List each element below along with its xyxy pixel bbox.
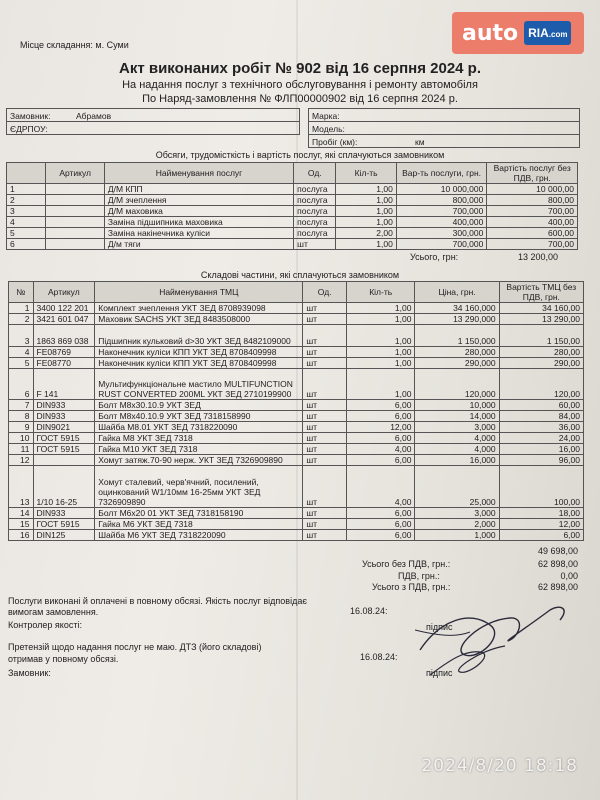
cell-article [46,239,104,250]
signature-caption-controller: підпис [426,622,453,632]
cell-total: 1 150,00 [499,325,583,347]
table-row [9,530,584,541]
cell-total: 6,00 [499,530,583,541]
cell-price: 4,000 [415,433,499,444]
cell-total: 700,00 [487,239,578,250]
cell-unit: послуга [294,184,336,195]
cell-price: 300,000 [396,228,487,239]
parts-header-total: Вартість ТМЦ без ПДВ, грн. [499,282,583,303]
cell-qty: 6,00 [346,411,415,422]
signature-caption-customer: підпис [426,668,453,678]
parts-header-num: № [9,282,34,303]
table-row [9,455,584,466]
cell-qty: 4,00 [346,466,415,508]
cell-unit: шт [303,444,347,455]
date-customer: 16.08.24: [360,652,398,662]
cell-name: Хомут сталевий, черв'ячний, посилений, оцинкований W1/10мм 16-25мм УКТ ЗЕД 7326909890 [95,466,303,508]
cell-unit: шт [303,433,347,444]
cell-name: Д/М маховика [104,206,293,217]
parts-rows [9,303,584,541]
cell-article: DIN933 [33,400,95,411]
cell-total: 12,00 [499,519,583,530]
table-row [7,195,578,206]
cell-qty: 4,00 [346,444,415,455]
cell-total: 100,00 [499,466,583,508]
table-row [9,433,584,444]
cell-num: 6 [9,369,34,400]
cell-price: 700,000 [396,239,487,250]
svc-header-unit: Од. [294,163,336,184]
cell-name: Гайка М8 УКТ ЗЕД 7318 [95,433,303,444]
cell-price: 3,000 [415,422,499,433]
cell-name: Наконечник куліси КПП УКТ ЗЕД 8708409998 [95,358,303,369]
cell-article: 3421 601 047 [33,314,95,325]
cell-name: Хомут затяж.70-90 нерж. УКТ ЗЕД 7326909890 [95,455,303,466]
cell-name: Болт М8х40.10.9 УКТ ЗЕД 7318158990 [95,411,303,422]
cell-price: 1,000 [415,530,499,541]
model-label: Модель: [309,122,376,135]
parts-header-name: Найменування ТМЦ [95,282,303,303]
cell-qty: 1,00 [346,369,415,400]
cell-num: 11 [9,444,34,455]
cell-total: 400,00 [487,217,578,228]
cell-unit: шт [303,369,347,400]
table-row [9,411,584,422]
cell-num: 5 [7,228,46,239]
cell-total: 18,00 [499,508,583,519]
customer-info-table [6,108,580,148]
cell-article: ГОСТ 5915 [33,444,95,455]
total-with-vat-value: 62 898,00 [537,582,578,592]
cell-qty: 1,00 [346,314,415,325]
cell-name: Болт М6х20 01 УКТ ЗЕД 7318158190 [95,508,303,519]
cell-article [46,195,104,206]
parts-total-value: 49 698,00 [537,546,578,556]
cell-num: 16 [9,530,34,541]
cell-qty: 6,00 [346,519,415,530]
cell-article [33,455,95,466]
cell-qty: 6,00 [346,455,415,466]
cell-qty: 1,00 [346,325,415,347]
cell-num: 15 [9,519,34,530]
table-row [9,303,584,314]
cell-num: 2 [7,195,46,206]
svc-header-total: Вартість послуг без ПДВ, грн. [487,163,578,184]
cell-num: 1 [9,303,34,314]
parts-header-qty: Кіл-ть [346,282,415,303]
watermark-auto-text: auto [462,20,519,46]
cell-name: Заміна підшипника маховика [104,217,293,228]
svc-header-qty: Кіл-ть [336,163,396,184]
cell-name: Маховик SACHS УКТ ЗЕД 8483508000 [95,314,303,325]
cell-total: 16,00 [499,444,583,455]
autoria-watermark [452,12,584,54]
document-subtitle-order: По Наряд-замовлення № ФЛП00000902 від 16 серпня 2024 р. [142,93,458,105]
cell-total: 290,00 [499,358,583,369]
cell-unit: шт [303,466,347,508]
cell-unit: шт [303,519,347,530]
cell-price: 1 150,000 [415,325,499,347]
cell-name: Д/М КПП [104,184,293,195]
cell-price: 700,000 [396,206,487,217]
cell-name: Болт М8х30.10.9 УКТ ЗЕД [95,400,303,411]
cell-num: 6 [7,239,46,250]
cell-unit: шт [303,508,347,519]
cell-unit: послуга [294,217,336,228]
cell-article: 1863 869 038 [33,325,95,347]
cell-article: DIN933 [33,411,95,422]
cell-name: Гайка М6 УКТ ЗЕД 7318 [95,519,303,530]
cell-price: 13 290,000 [415,314,499,325]
cell-article [46,206,104,217]
table-row [9,444,584,455]
cell-num: 10 [9,433,34,444]
cell-article: FE08770 [33,358,95,369]
services-total-label: Усього, грн: [410,252,459,262]
cell-price: 10,000 [415,400,499,411]
parts-header-price: Ціна, грн. [415,282,499,303]
cell-name: Шайба М8.01 УКТ ЗЕД 7318220090 [95,422,303,433]
table-row [9,314,584,325]
cell-name: Заміна накінечника куліси [104,228,293,239]
services-done-line1: Послуги виконані й оплачені в повному обсязі. Якість послуг відповідає [8,596,307,606]
services-section-title: Обсяги, трудомісткість і вартість послуг, які сплачуються замовником [155,150,445,160]
cell-num: 3 [9,325,34,347]
cell-total: 13 290,00 [499,314,583,325]
date-controller: 16.08.24: [350,606,388,616]
table-row [9,325,584,347]
cell-num: 4 [7,217,46,228]
table-row [9,422,584,433]
svc-header-name: Найменування послуг [104,163,293,184]
total-with-vat-label: Усього з ПДВ, грн.: [372,582,451,592]
parts-header-unit: Од. [303,282,347,303]
cell-article: F 141 [33,369,95,400]
cell-unit: шт [294,239,336,250]
cell-qty: 6,00 [346,400,415,411]
cell-qty: 1,00 [336,239,396,250]
cell-total: 10 000,00 [487,184,578,195]
cell-article: ГОСТ 5915 [33,433,95,444]
svc-header-num [7,163,46,184]
cell-article: 3400 122 201 [33,303,95,314]
services-total-value: 13 200,00 [518,252,559,262]
cell-price: 120,000 [415,369,499,400]
cell-num: 13 [9,466,34,508]
cell-price: 4,000 [415,444,499,455]
edrpou-label: ЄДРПОУ: [7,122,74,135]
cell-price: 2,000 [415,519,499,530]
cell-num: 4 [9,347,34,358]
cell-num: 2 [9,314,34,325]
cell-price: 10 000,000 [396,184,487,195]
services-table [6,162,578,250]
document-title: Акт виконаних робіт № 902 від 16 серпня 2024 р. [119,60,481,77]
total-no-vat-value: 62 898,00 [537,559,578,569]
cell-total: 24,00 [499,433,583,444]
watermark-ria-logo [524,21,571,45]
customer-name: Абрамов [73,109,300,122]
cell-unit: шт [303,358,347,369]
cell-article: 1/10 16-25 [33,466,95,508]
svc-header-price: Вар-ть послуги, грн. [396,163,487,184]
cell-total: 60,00 [499,400,583,411]
cell-qty: 6,00 [346,530,415,541]
cell-qty: 1,00 [336,206,396,217]
cell-total: 36,00 [499,422,583,433]
table-row [9,508,584,519]
parts-section-title: Складові частини, які сплачуються замовником [200,270,400,280]
cell-article: ГОСТ 5915 [33,519,95,530]
claims-line1: Претензій щодо надання послуг не маю. ДТЗ (його складові) [8,642,262,652]
cell-article [46,184,104,195]
cell-total: 96,00 [499,455,583,466]
cell-name: Підшипник кульковий d>30 УКТ ЗЕД 8482109000 [95,325,303,347]
cell-num: 3 [7,206,46,217]
table-row [9,519,584,530]
quality-controller-label: Контролер якості: [8,620,82,630]
photo-timestamp: 2024/8/20 18:18 [421,756,578,776]
svc-header-article: Артикул [46,163,104,184]
cell-name: Комплект зчеплення УКТ ЗЕД 8708939098 [95,303,303,314]
cell-name: Д/м тяги [104,239,293,250]
brand-label: Марка: [309,109,376,122]
cell-unit: шт [303,455,347,466]
watermark-ria-text: RIA [528,26,549,40]
cell-article: FE08769 [33,347,95,358]
cell-qty: 1,00 [346,347,415,358]
cell-article: DIN9021 [33,422,95,433]
table-row [9,369,584,400]
table-row [9,466,584,508]
cell-qty: 1,00 [336,184,396,195]
handwritten-signature [410,580,580,690]
cell-price: 14,000 [415,411,499,422]
mileage-unit: км [375,135,580,148]
cell-name: Мультифункціональне мастило MULTIFUNCTION RUST CONVERTED 200ML УКТ ЗЕД 2710199900 [95,369,303,400]
cell-unit: шт [303,303,347,314]
table-row [9,400,584,411]
place-of-issue: Місце складання: м. Суми [20,40,129,50]
cell-total: 600,00 [487,228,578,239]
cell-name: Шайба М6 УКТ ЗЕД 7318220090 [95,530,303,541]
cell-qty: 6,00 [346,508,415,519]
table-row [9,347,584,358]
cell-unit: шт [303,347,347,358]
cell-name: Гайка М10 УКТ ЗЕД 7318 [95,444,303,455]
customer-signature-label: Замовник: [8,668,51,678]
cell-num: 5 [9,358,34,369]
cell-article: DIN933 [33,508,95,519]
cell-article: DIN125 [33,530,95,541]
table-row [7,184,578,195]
vat-label: ПДВ, грн.: [398,571,440,581]
cell-total: 280,00 [499,347,583,358]
cell-unit: послуга [294,206,336,217]
cell-price: 400,000 [396,217,487,228]
cell-total: 34 160,00 [499,303,583,314]
table-row [9,358,584,369]
cell-name: Наконечник куліси КПП УКТ ЗЕД 8708409998 [95,347,303,358]
cell-total: 700,00 [487,206,578,217]
cell-unit: шт [303,411,347,422]
cell-price: 34 160,000 [415,303,499,314]
cell-unit: шт [303,314,347,325]
cell-qty: 12,00 [346,422,415,433]
cell-num: 12 [9,455,34,466]
cell-price: 290,000 [415,358,499,369]
cell-num: 8 [9,411,34,422]
cell-num: 9 [9,422,34,433]
cell-total: 800,00 [487,195,578,206]
services-done-line2: вимогам замовлення. [8,607,99,617]
claims-line2: отримав у повному обсязі. [8,654,119,664]
table-row [7,239,578,250]
document-subtitle-service: На надання послуг з технічного обслуговування і ремонту автомобіля [122,79,478,91]
cell-unit: шт [303,325,347,347]
watermark-ria-domain: .com [548,30,568,39]
cell-unit: послуга [294,228,336,239]
mileage-label: Пробіг (км): [309,135,376,148]
total-no-vat-label: Усього без ПДВ, грн.: [362,559,451,569]
cell-unit: послуга [294,195,336,206]
cell-total: 120,00 [499,369,583,400]
cell-num: 1 [7,184,46,195]
cell-article [46,217,104,228]
cell-unit: шт [303,400,347,411]
cell-name: Д/М зчеплення [104,195,293,206]
customer-label: Замовник: [7,109,74,122]
cell-qty: 1,00 [346,303,415,314]
cell-num: 14 [9,508,34,519]
cell-unit: шт [303,530,347,541]
cell-qty: 1,00 [346,358,415,369]
cell-price: 25,000 [415,466,499,508]
parts-header-article: Артикул [33,282,95,303]
vat-value: 0,00 [560,571,578,581]
cell-price: 280,000 [415,347,499,358]
cell-price: 800,000 [396,195,487,206]
cell-price: 3,000 [415,508,499,519]
cell-price: 16,000 [415,455,499,466]
table-row [7,217,578,228]
parts-table [8,281,584,541]
services-rows [7,184,578,250]
cell-unit: шт [303,422,347,433]
cell-num: 7 [9,400,34,411]
table-row [7,228,578,239]
cell-article [46,228,104,239]
cell-qty: 1,00 [336,195,396,206]
cell-qty: 2,00 [336,228,396,239]
cell-total: 84,00 [499,411,583,422]
cell-qty: 1,00 [336,217,396,228]
cell-qty: 6,00 [346,433,415,444]
table-row [7,206,578,217]
